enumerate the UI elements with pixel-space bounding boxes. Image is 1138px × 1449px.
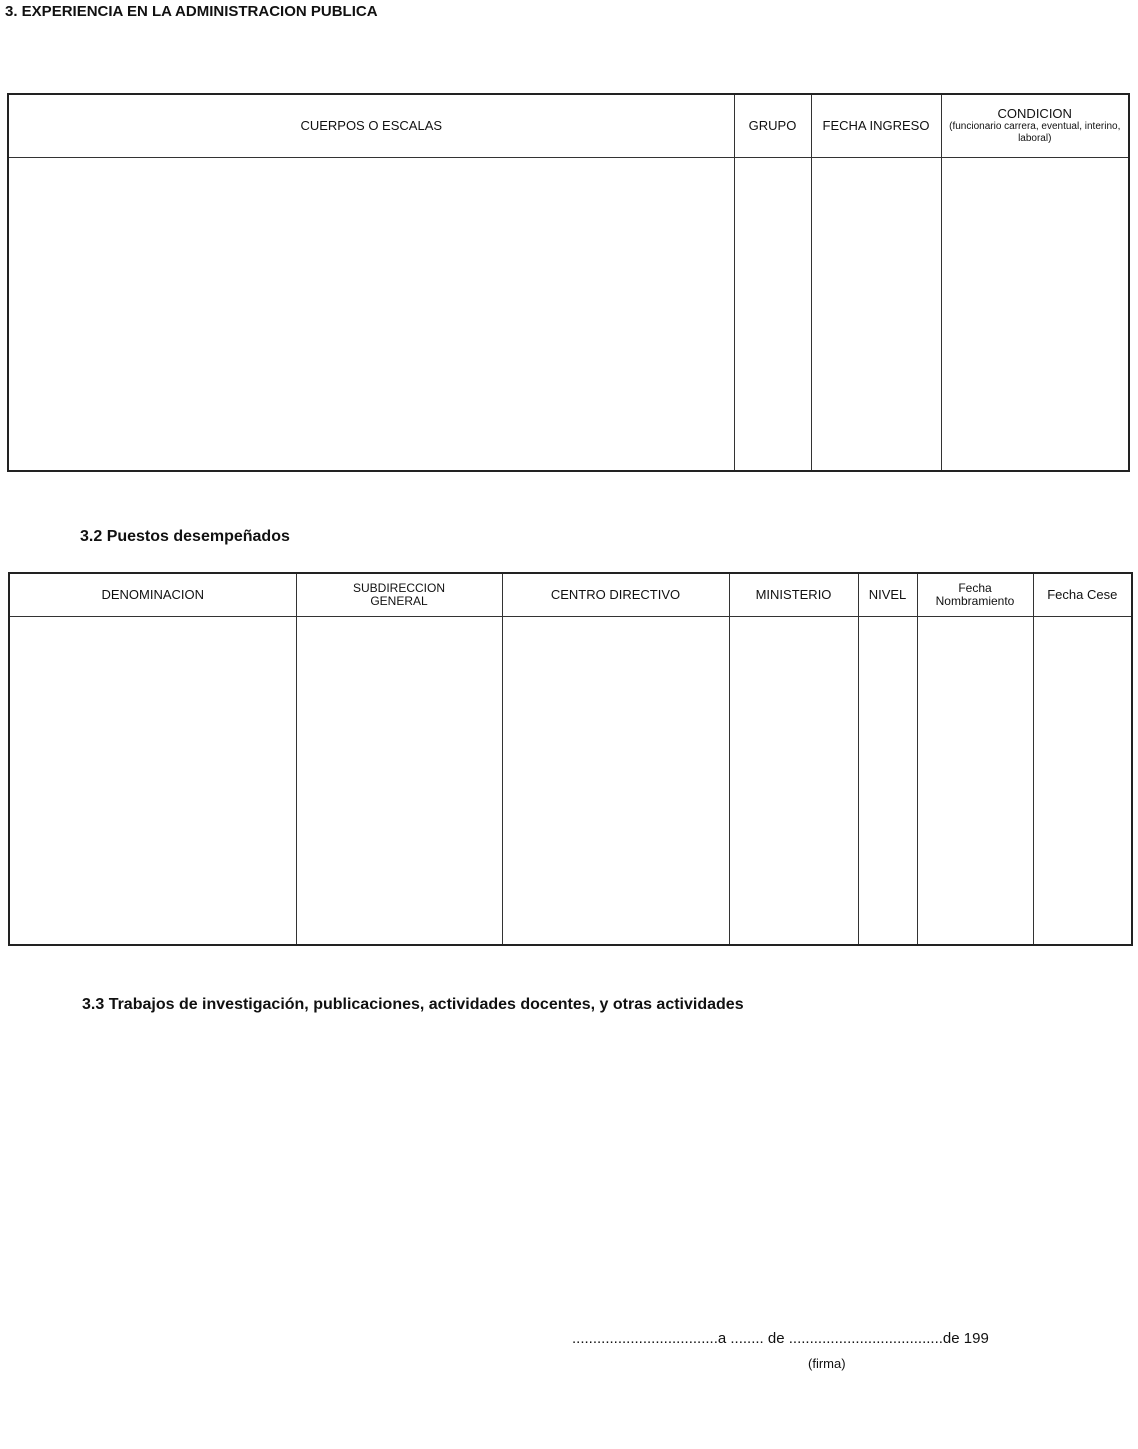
cell-ministerio[interactable]	[729, 616, 858, 945]
header-fecha-cese: Fecha Cese	[1033, 573, 1132, 616]
cell-centro-directivo[interactable]	[502, 616, 729, 945]
cell-fecha-ingreso[interactable]	[811, 157, 941, 471]
cell-grupo[interactable]	[734, 157, 811, 471]
header-nivel: NIVEL	[858, 573, 917, 616]
signature-label: (firma)	[808, 1356, 846, 1371]
header-fecha-ingreso: FECHA INGRESO	[811, 94, 941, 157]
cell-cuerpos[interactable]	[8, 157, 734, 471]
positions-table	[8, 572, 1133, 946]
section-title: 3. EXPERIENCIA EN LA ADMINISTRACION PUBLICA	[5, 3, 378, 20]
cell-nivel[interactable]	[858, 616, 917, 945]
condicion-note: (funcionario carrera, eventual, interino, laboral)	[949, 121, 1121, 145]
experience-table	[7, 93, 1130, 472]
header-fecha-nombramiento: Fecha Nombramiento	[917, 573, 1033, 616]
cell-condicion[interactable]	[941, 157, 1129, 471]
cell-denominacion[interactable]	[9, 616, 296, 945]
table-row	[8, 157, 1129, 471]
header-condicion: CONDICION (funcionario carrera, eventual, interino, laboral)	[941, 94, 1129, 157]
section-3-heading: 3.3 Trabajos de investigación, publicaciones, actividades docentes, y otras actividades	[82, 996, 744, 1013]
header-subdireccion: SUBDIRECCION GENERAL	[296, 573, 502, 616]
cell-subdireccion[interactable]	[296, 616, 502, 945]
header-ministerio: MINISTERIO	[729, 573, 858, 616]
signature-date-line: ...................................a ........ de .....................................de 199	[572, 1330, 989, 1347]
cell-fecha-nombramiento[interactable]	[917, 616, 1033, 945]
header-denominacion: DENOMINACION	[9, 573, 296, 616]
cell-fecha-cese[interactable]	[1033, 616, 1132, 945]
header-cuerpos: CUERPOS O ESCALAS	[8, 94, 734, 157]
header-grupo: GRUPO	[734, 94, 811, 157]
table-row	[9, 616, 1132, 945]
header-centro-directivo: CENTRO DIRECTIVO	[502, 573, 729, 616]
section-2-heading: 3.2 Puestos desempeñados	[80, 528, 290, 545]
